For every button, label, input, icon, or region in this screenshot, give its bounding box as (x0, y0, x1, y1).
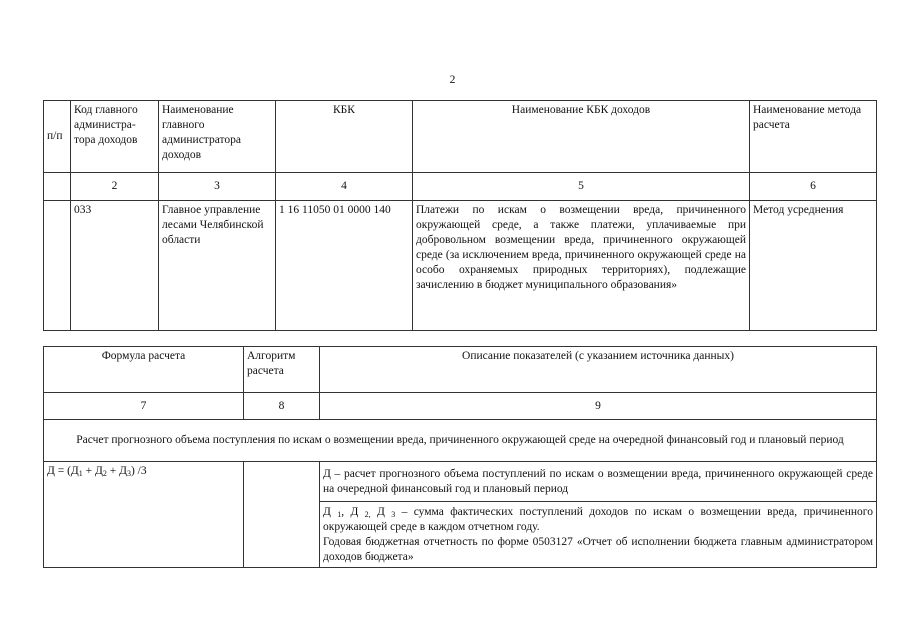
table-header-row (44, 347, 877, 393)
colnum-4: 4 (276, 173, 413, 201)
algorithm-cell (244, 462, 320, 568)
row-method: Метод усреднения (750, 201, 877, 331)
header-pp: п/п (44, 101, 71, 173)
header-method: Наименование метода расчета (750, 101, 877, 173)
header-admin-name: Наименование главного администратора доходов (159, 101, 276, 173)
column-number-row (44, 173, 877, 201)
row-admin-code: 033 (71, 201, 159, 331)
description-d123 (320, 502, 877, 568)
header-description: Описание показателей (с указанием источника данных) (320, 347, 877, 393)
header-kbk: КБК (276, 101, 413, 173)
row-kbk-name: Платежи по искам о возмещении вреда, причиненного окружающей среде, а также платежи, уплачиваемые при добровольном возмещении вреда, причиненного окружающей среде (за исключением вреда, причиненного окружающей среде на особо охраняемых природных территориях), подлежащие зачислению в бюджет муниципального образования» (413, 201, 750, 331)
header-admin-code: Код главного администра-тора доходов (71, 101, 159, 173)
colnum-2: 2 (71, 173, 159, 201)
column-number-row (44, 393, 877, 420)
colnum-5: 5 (413, 173, 750, 201)
colnum-9: 9 (320, 393, 877, 420)
calculation-table (43, 346, 877, 568)
page-number: 2 (449, 74, 456, 86)
row-kbk: 1 16 11050 01 0000 140 (276, 201, 413, 331)
header-algorithm: Алгоритм расчета (244, 347, 320, 393)
colnum-8: 8 (244, 393, 320, 420)
row-pp (44, 201, 71, 331)
table-row (44, 201, 877, 331)
section-title: Расчет прогнозного объема поступления по искам о возмещении вреда, причиненного окружающей среде на очередной финансовый год и плановый период (44, 420, 877, 462)
header-kbk-name: Наименование КБК доходов (413, 101, 750, 173)
colnum-1 (44, 173, 71, 201)
row-admin-name: Главное управление лесами Челябинской области (159, 201, 276, 331)
table-row (44, 462, 877, 502)
formula-cell: $Д = (Д_1 + Д_2 + Д_3)$ /3 (44, 462, 244, 568)
section-row (44, 420, 877, 462)
colnum-6: 6 (750, 173, 877, 201)
revenue-admin-table (43, 100, 877, 331)
header-formula: Формула расчета (44, 347, 244, 393)
description-d: Д – расчет прогнозного объема поступлений по искам о возмещении вреда, причиненного окружающей среде на очередной финансовый год и плановый период (320, 462, 877, 502)
table-header-row (44, 101, 877, 173)
data-source: Годовая бюджетная отчетность по форме 0503127 «Отчет об исполнении бюджета главным администратором доходов бюджета» (323, 535, 873, 563)
colnum-3: 3 (159, 173, 276, 201)
colnum-7: 7 (44, 393, 244, 420)
d123-definition: Д $_1$, Д $_{2,}$ Д $_3$ – сумма фактических поступлений доходов по искам о возмещении вреда, причиненного окружающей среде в каждом отчетном году. (323, 505, 873, 533)
